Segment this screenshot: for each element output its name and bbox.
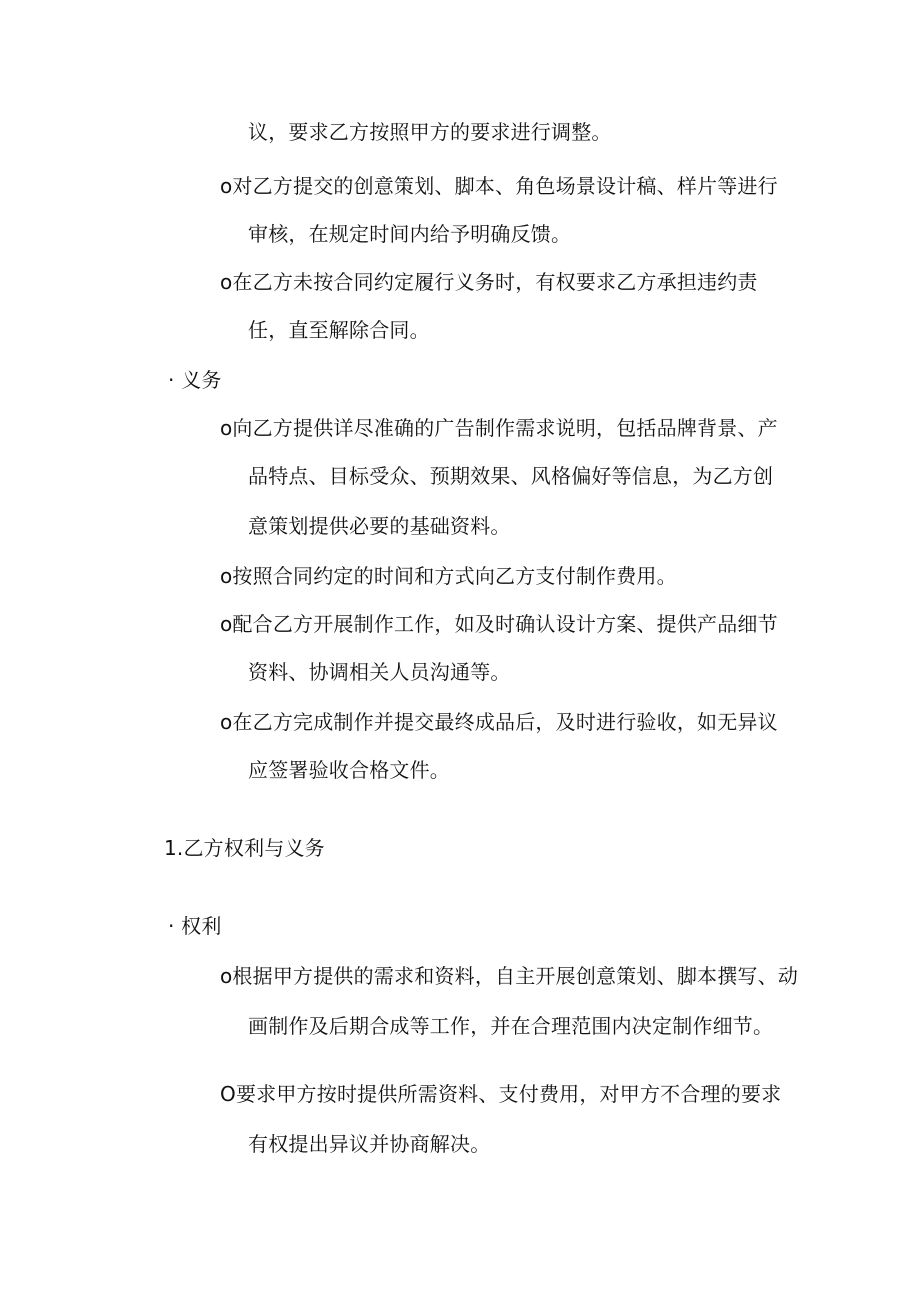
paragraph-line: o根据甲方提供的需求和资料，自主开展创意策划、脚本撰写、动 <box>220 964 799 988</box>
paragraph-line: o向乙方提供详尽准确的广告制作需求说明，包括品牌背景、产 <box>220 416 778 440</box>
paragraph-line: O要求甲方按时提供所需资料、支付费用，对甲方不合理的要求 <box>220 1082 782 1106</box>
paragraph-line: 品特点、目标受众、预期效果、风格偏好等信息，为乙方创 <box>248 464 774 488</box>
paragraph-line: 应签署验收合格文件。 <box>248 758 450 782</box>
paragraph-line: o按照合同约定的时间和方式向乙方支付制作费用。 <box>220 564 677 588</box>
paragraph-line: o在乙方完成制作并提交最终成品后，及时进行验收，如无异议 <box>220 710 778 734</box>
paragraph-line: 画制作及后期合成等工作，并在合理范围内决定制作细节。 <box>248 1014 774 1038</box>
paragraph-line: 议，要求乙方按照甲方的要求进行调整。 <box>248 120 612 144</box>
paragraph-line: o配合乙方开展制作工作，如及时确认设计方案、提供产品细节 <box>220 612 778 636</box>
paragraph-line: o对乙方提交的创意策划、脚本、角色场景设计稿、样片等进行 <box>220 174 778 198</box>
paragraph-line: 任，直至解除合同。 <box>248 318 430 342</box>
section-heading: 1.乙方权利与义务 <box>164 836 325 860</box>
paragraph-line: 审核，在规定时间内给予明确反馈。 <box>248 222 572 246</box>
paragraph-line: 有权提出异议并协商解决。 <box>248 1132 491 1156</box>
paragraph-line: 资料、协调相关人员沟通等。 <box>248 660 511 684</box>
section-heading: · 义务 <box>168 368 222 392</box>
paragraph-line: 意策划提供必要的基础资料。 <box>248 514 511 538</box>
section-heading: · 权利 <box>168 914 222 938</box>
paragraph-line: o在乙方未按合同约定履行义务时，有权要求乙方承担违约责 <box>220 270 758 294</box>
